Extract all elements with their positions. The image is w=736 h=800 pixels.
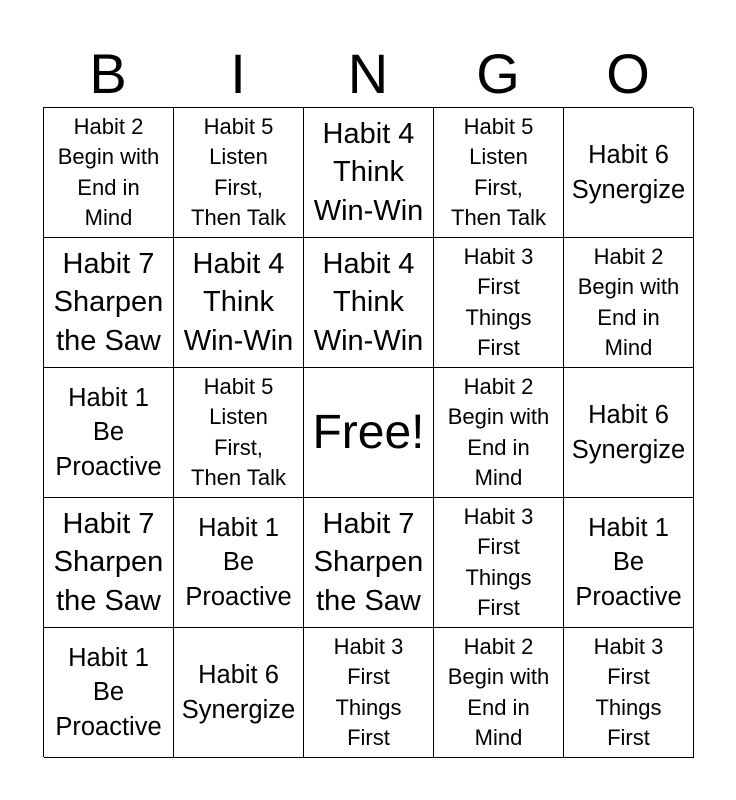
bingo-cell[interactable]: [174, 498, 304, 628]
bingo-cell-text: Habit 6 Synergize: [571, 401, 686, 464]
bingo-cell-text: Habit 5 Listen First, Then Talk: [191, 113, 286, 230]
bingo-cell[interactable]: [174, 108, 304, 238]
bingo-cell-text: Habit 1 Be Proactive: [55, 383, 162, 481]
bingo-cell[interactable]: [434, 108, 564, 238]
bingo-cell-text: Habit 1 Be Proactive: [55, 643, 162, 741]
bingo-cell[interactable]: [304, 628, 434, 758]
bingo-cell-text: Habit 3 First Things First: [333, 633, 404, 750]
bingo-cell[interactable]: [304, 238, 434, 368]
bingo-cell[interactable]: [174, 628, 304, 758]
bingo-cell-text: Habit 6 Synergize: [571, 141, 686, 204]
bingo-cell-text: Habit 3 First Things First: [593, 633, 664, 750]
bingo-cell[interactable]: [434, 238, 564, 368]
bingo-cell-text: Habit 4 Think Win-Win: [313, 247, 424, 357]
bingo-cell-text: Habit 1 Be Proactive: [185, 513, 292, 611]
header-letter-n: N: [347, 42, 389, 105]
bingo-cell[interactable]: [434, 628, 564, 758]
bingo-cell[interactable]: [174, 238, 304, 368]
bingo-cell-text: Habit 2 Begin with End in Mind: [577, 243, 680, 360]
bingo-cell-text: Habit 1 Be Proactive: [575, 513, 682, 611]
bingo-cell[interactable]: [44, 628, 174, 758]
bingo-cell[interactable]: [304, 498, 434, 628]
bingo-header: [43, 42, 693, 106]
bingo-cell[interactable]: [434, 368, 564, 498]
bingo-cell-text: Habit 7 Sharpen the Saw: [53, 247, 164, 357]
bingo-cell-text: Habit 4 Think Win-Win: [183, 247, 294, 357]
bingo-cell-text: Free!: [312, 405, 425, 459]
bingo-cell[interactable]: [564, 238, 694, 368]
bingo-cell[interactable]: [304, 108, 434, 238]
bingo-cell[interactable]: [174, 368, 304, 498]
bingo-cell-text: Habit 5 Listen First, Then Talk: [191, 373, 286, 490]
bingo-cell[interactable]: [44, 108, 174, 238]
bingo-cell[interactable]: [44, 498, 174, 628]
bingo-cell-text: Habit 7 Sharpen the Saw: [313, 507, 424, 617]
bingo-cell-text: Habit 2 Begin with End in Mind: [57, 113, 160, 230]
bingo-cell[interactable]: [434, 498, 564, 628]
bingo-cell-text: Habit 4 Think Win-Win: [313, 117, 424, 227]
bingo-cell-text: Habit 6 Synergize: [181, 661, 296, 724]
bingo-cell-text: Habit 3 First Things First: [463, 503, 534, 620]
header-letter-g: G: [476, 42, 520, 105]
bingo-cell[interactable]: [564, 498, 694, 628]
bingo-cell[interactable]: [564, 628, 694, 758]
bingo-cell-text: Habit 7 Sharpen the Saw: [53, 507, 164, 617]
bingo-cell[interactable]: [564, 108, 694, 238]
bingo-cell[interactable]: [44, 238, 174, 368]
bingo-cell[interactable]: [564, 368, 694, 498]
bingo-cell-text: Habit 2 Begin with End in Mind: [447, 633, 550, 750]
bingo-card-grid: [43, 107, 693, 757]
bingo-cell-text: Habit 3 First Things First: [463, 243, 534, 360]
bingo-cell-text: Habit 5 Listen First, Then Talk: [451, 113, 546, 230]
header-letter-b: B: [89, 42, 127, 105]
bingo-cell-text: Habit 2 Begin with End in Mind: [447, 373, 550, 490]
header-letter-o: O: [606, 42, 650, 105]
header-letter-i: I: [230, 42, 246, 105]
bingo-cell[interactable]: [44, 368, 174, 498]
bingo-free-space[interactable]: [304, 368, 434, 498]
